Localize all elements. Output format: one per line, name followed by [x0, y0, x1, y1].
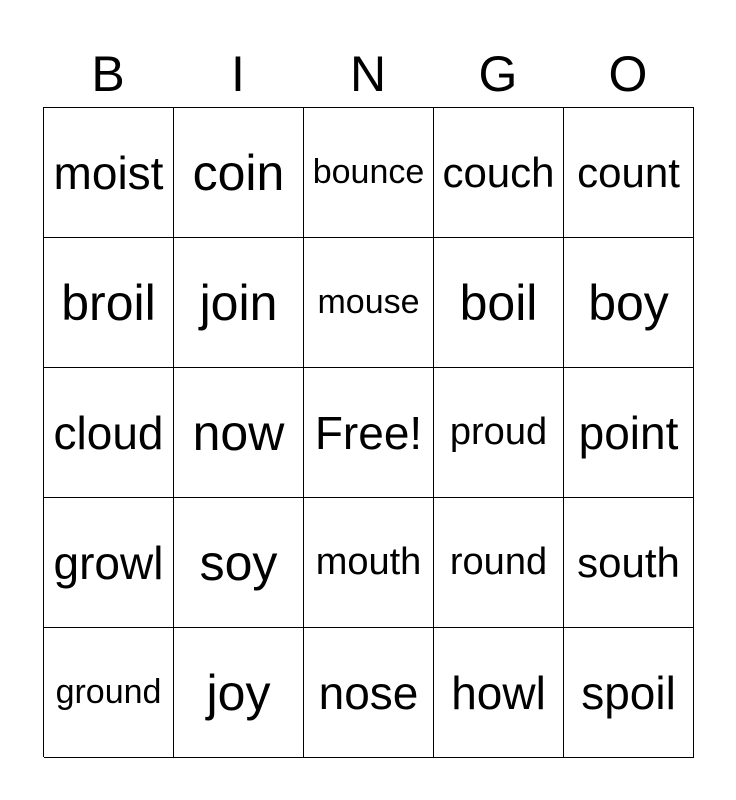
bingo-cell[interactable] — [434, 368, 564, 498]
bingo-cell[interactable] — [44, 368, 174, 498]
cell-word: couch — [442, 148, 555, 196]
bingo-cell[interactable] — [44, 628, 174, 758]
cell-word: soy — [199, 534, 278, 591]
bingo-cell[interactable] — [174, 108, 304, 238]
cell-word: bounce — [312, 153, 425, 191]
bingo-cell[interactable] — [434, 108, 564, 238]
bingo-cell[interactable] — [564, 238, 694, 368]
bingo-cell[interactable] — [564, 368, 694, 498]
bingo-cell[interactable] — [304, 108, 434, 238]
cell-word: growl — [53, 536, 164, 589]
bingo-cell[interactable] — [174, 498, 304, 628]
cell-word: join — [199, 274, 278, 331]
cell-word: boil — [459, 274, 538, 331]
cell-word: now — [192, 404, 285, 461]
cell-word: ground — [55, 673, 162, 711]
header-letter-b: B — [91, 46, 125, 102]
cell-word: nose — [318, 666, 419, 719]
bingo-cell[interactable] — [174, 368, 304, 498]
bingo-cell[interactable] — [434, 498, 564, 628]
cell-word: joy — [206, 664, 271, 721]
cell-word: moist — [53, 146, 164, 199]
cell-word: mouse — [317, 283, 420, 321]
bingo-cell[interactable] — [44, 498, 174, 628]
cell-word: south — [577, 538, 680, 586]
cell-word: point — [578, 406, 679, 459]
bingo-cell[interactable] — [174, 238, 304, 368]
cell-word: boy — [588, 274, 669, 331]
bingo-cell[interactable] — [434, 628, 564, 758]
bingo-cell[interactable] — [174, 628, 304, 758]
header-letter-n: N — [349, 46, 387, 102]
bingo-cell[interactable] — [304, 238, 434, 368]
free-space-cell[interactable] — [304, 368, 434, 498]
cell-word: cloud — [53, 406, 164, 459]
header-letter-o: O — [608, 46, 648, 102]
bingo-board — [43, 107, 694, 757]
cell-word: count — [577, 148, 680, 196]
cell-word: coin — [192, 144, 285, 201]
bingo-cell[interactable] — [564, 108, 694, 238]
bingo-cell[interactable] — [564, 628, 694, 758]
free-space-label: Free! — [314, 406, 423, 459]
bingo-cell[interactable] — [44, 108, 174, 238]
bingo-cell[interactable] — [434, 238, 564, 368]
cell-word: howl — [451, 666, 546, 719]
bingo-cell[interactable] — [564, 498, 694, 628]
cell-word: broil — [61, 274, 156, 331]
header-letter-i: I — [231, 46, 245, 102]
bingo-header — [43, 40, 693, 108]
cell-word: mouth — [315, 541, 422, 583]
bingo-cell[interactable] — [44, 238, 174, 368]
bingo-cell[interactable] — [304, 628, 434, 758]
bingo-cell[interactable] — [304, 498, 434, 628]
cell-word: round — [449, 541, 548, 583]
cell-word: spoil — [581, 666, 676, 719]
cell-word: proud — [449, 411, 548, 453]
header-letter-g: G — [478, 46, 518, 102]
